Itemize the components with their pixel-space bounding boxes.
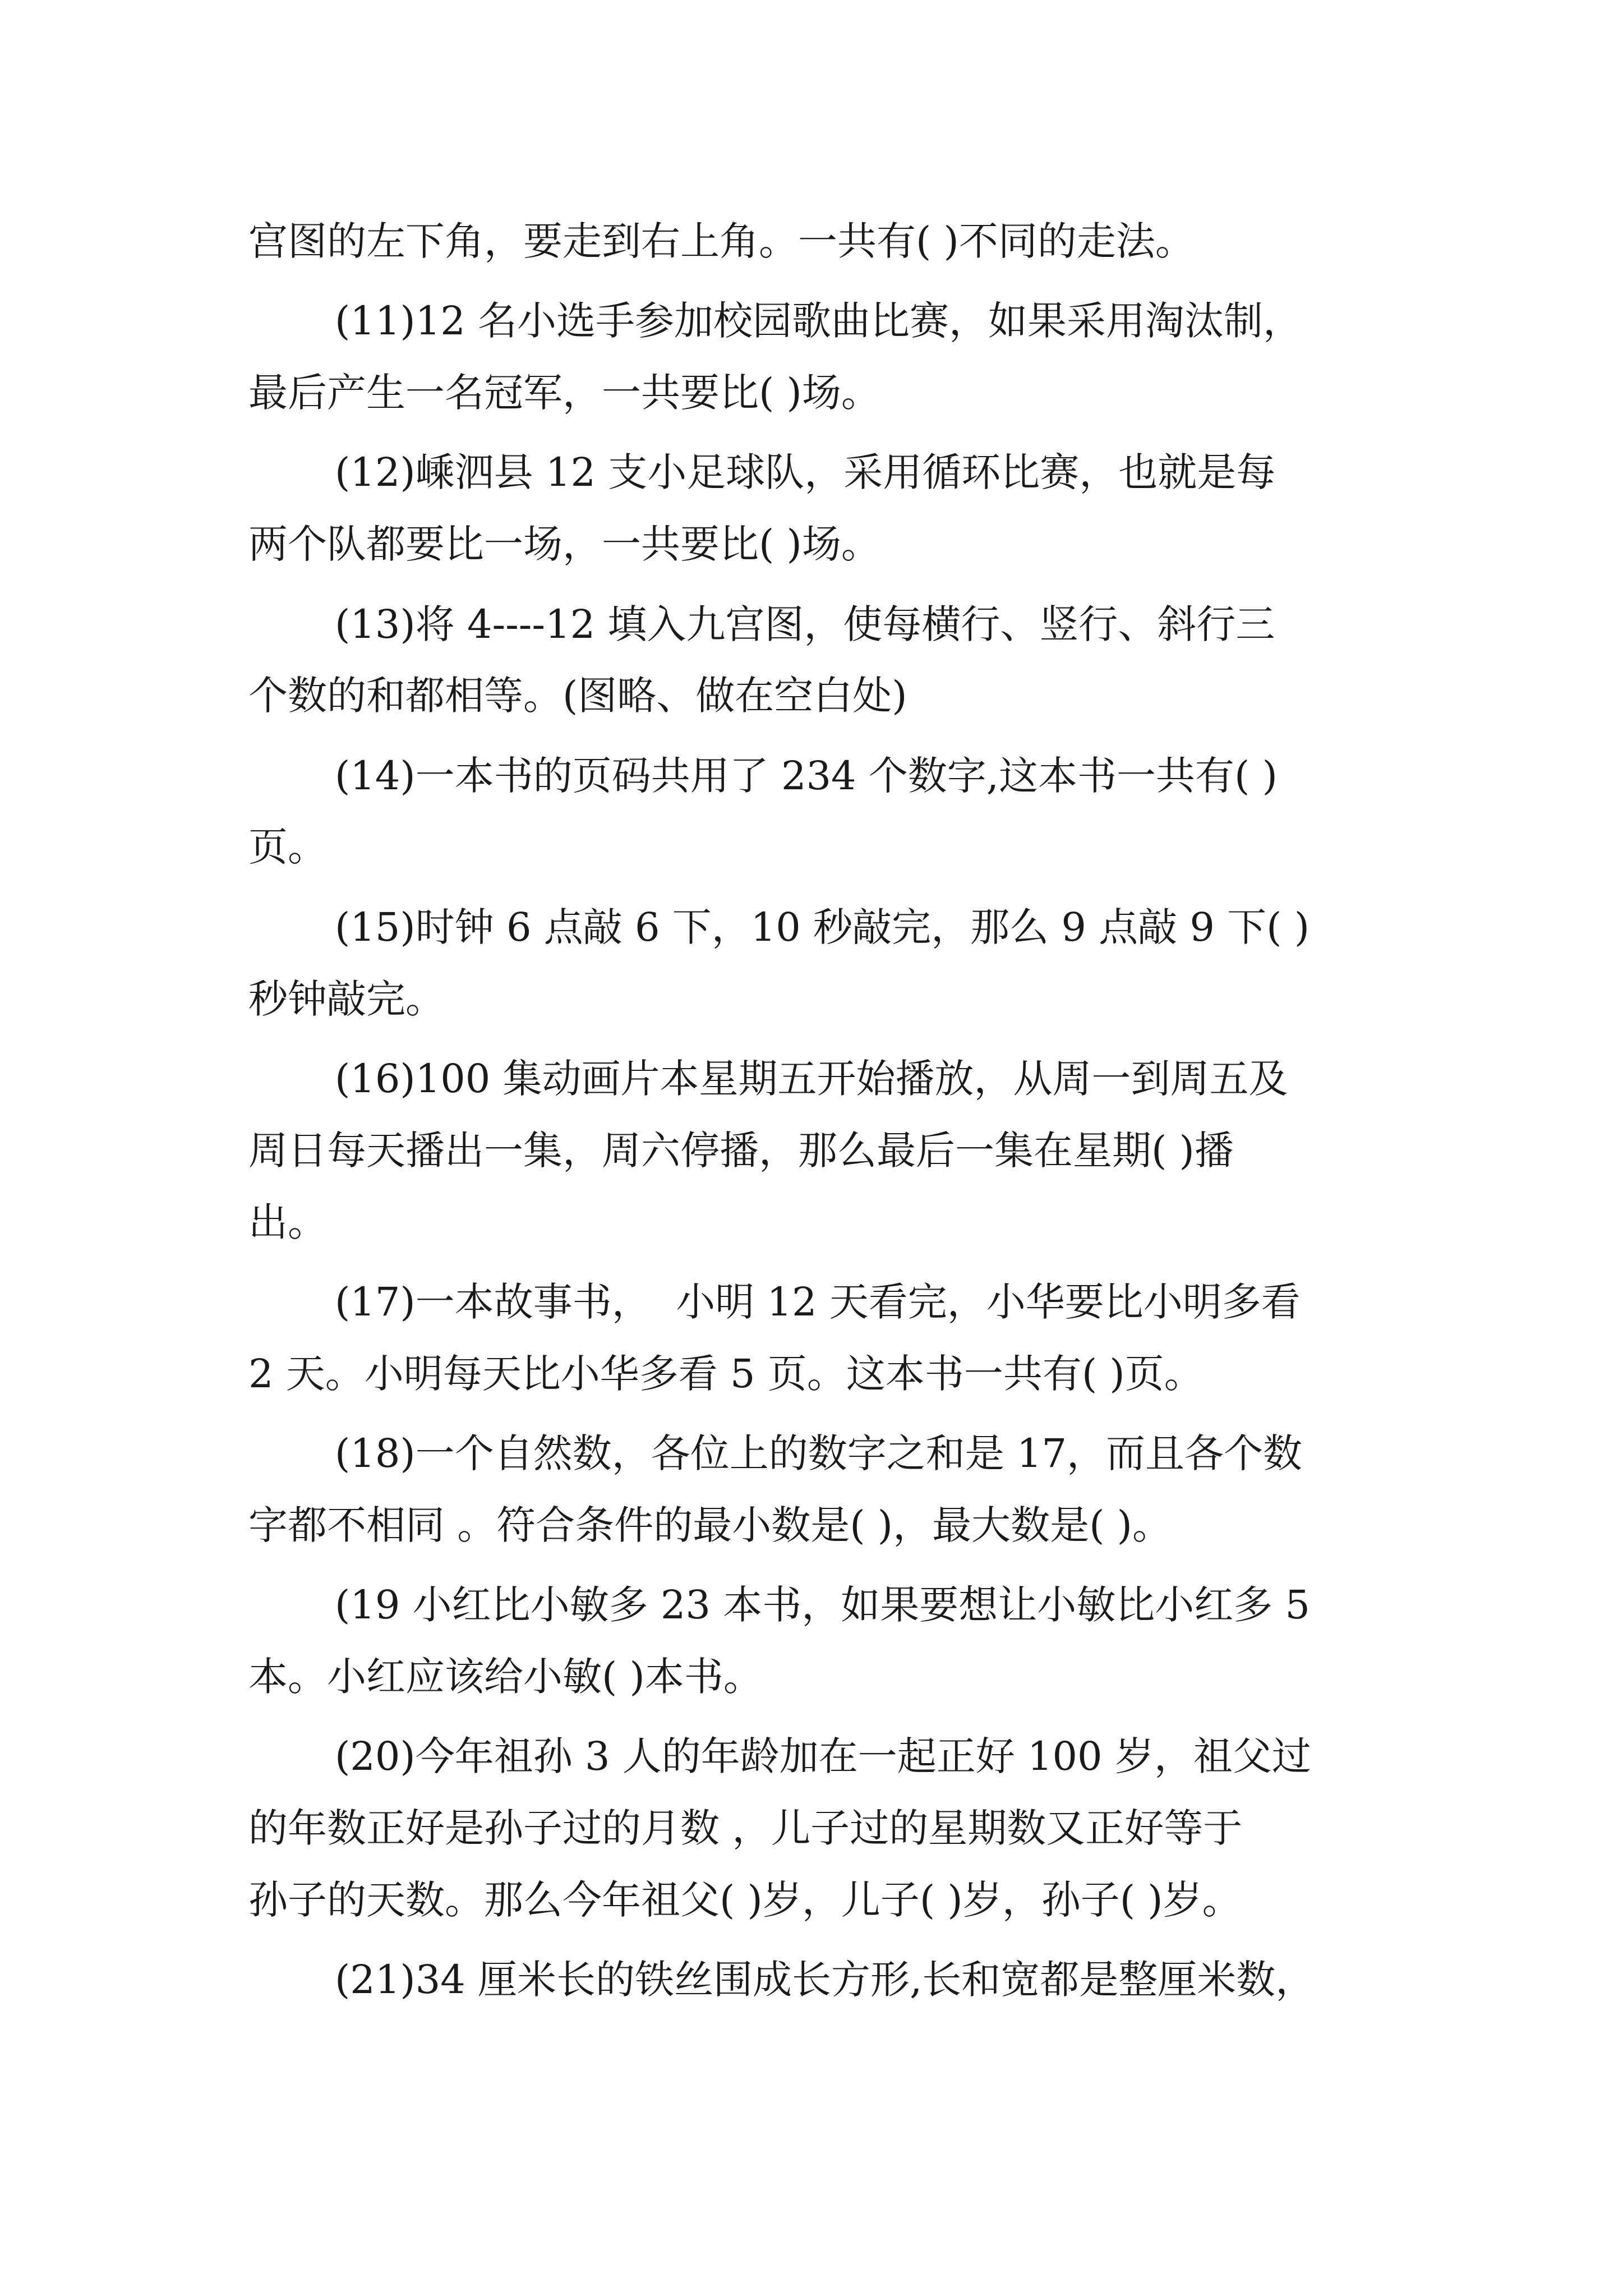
text-line: 秒钟敲完。 (248, 976, 445, 1022)
text-line: 本。小红应该给小敏( )本书。 (248, 1654, 763, 1700)
text-line: 个数的和都相等。(图略、做在空白处) (248, 673, 907, 719)
question-19: (19 小红比小敏多 23 本书，如果要想让小敏比小红多 5 (335, 1582, 1310, 1628)
question-12: (12)嵊泗县 12 支小足球队，采用循环比赛，也就是每 (335, 449, 1276, 495)
text-line: 字都不相同 。符合条件的最小数是( )，最大数是( )。 (248, 1502, 1172, 1548)
text-line: 周日每天播出一集，周六停播，那么最后一集在星期( )播 (248, 1128, 1234, 1174)
text-line: 两个队都要比一场，一共要比( )场。 (248, 521, 880, 567)
question-20: (20)今年祖孙 3 人的年龄加在一起正好 100 岁，祖父过 (335, 1733, 1311, 1779)
text-line: 出。 (248, 1199, 327, 1245)
question-13: (13)将 4----12 填入九宫图，使每横行、竖行、斜行三 (335, 601, 1275, 647)
text-line: 宫图的左下角，要走到右上角。一共有( )不同的走法。 (248, 218, 1195, 264)
question-21: (21)34 厘米长的铁丝围成长方形,长和宽都是整厘米数， (335, 1957, 1315, 2003)
question-18: (18)一个自然数，各位上的数字之和是 17，而且各个数 (335, 1430, 1303, 1476)
text-line: 页。 (248, 824, 327, 870)
question-11: (11)12 名小选手参加校园歌曲比赛，如果采用淘汰制， (335, 298, 1303, 344)
question-14: (14)一本书的页码共用了 234 个数字,这本书一共有( ) (335, 753, 1278, 799)
text-line: 2 天。小明每天比小华多看 5 页。这本书一共有( )页。 (248, 1351, 1204, 1397)
text-line: 的年数正好是孙子过的月数 ，儿子过的星期数又正好等于 (248, 1805, 1243, 1851)
text-line: 最后产生一名冠军，一共要比( )场。 (248, 370, 880, 416)
question-17: (17)一本故事书， 小明 12 天看完，小华要比小明多看 (335, 1279, 1301, 1325)
text-line: 孙子的天数。那么今年祖父( )岁，儿子( )岁，孙子( )岁。 (248, 1877, 1242, 1923)
question-15: (15)时钟 6 点敲 6 下，10 秒敲完，那么 9 点敲 9 下( ) (335, 904, 1310, 950)
question-16: (16)100 集动画片本星期五开始播放，从周一到周五及 (335, 1056, 1288, 1102)
